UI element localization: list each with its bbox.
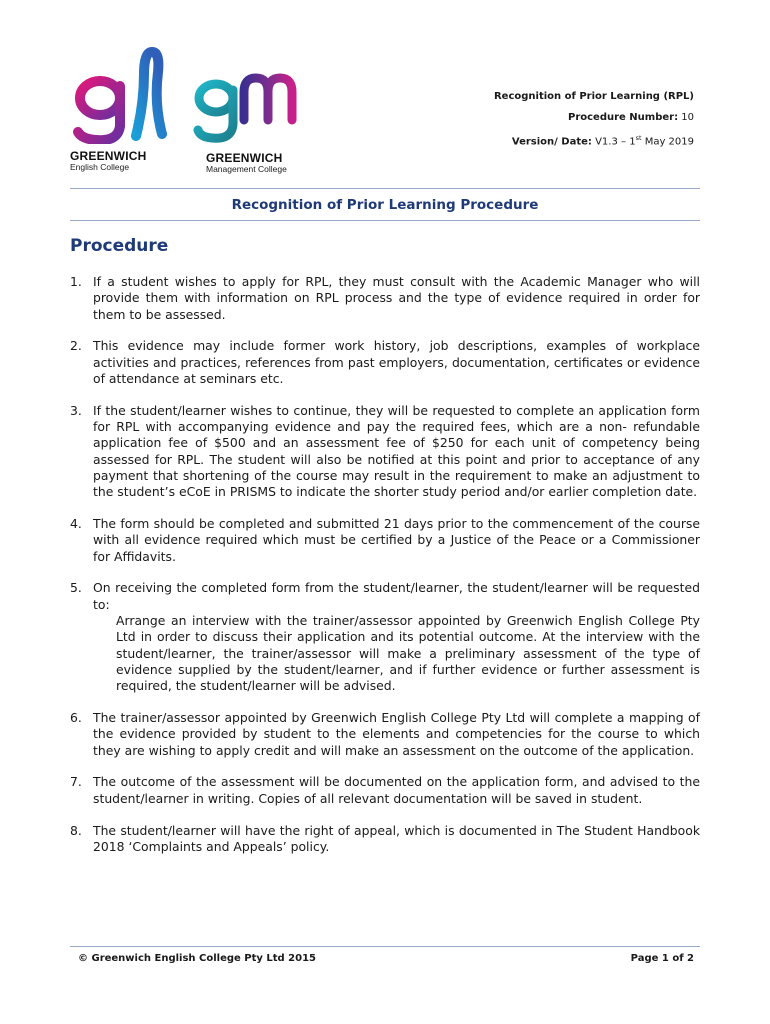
step-text: The student/learner will have the right of appeal, which is documented in The Student Handbook 2018 ‘Complaints and Appeals’ policy. xyxy=(93,822,700,854)
list-item xyxy=(70,516,700,565)
greenwich-english-college-logo xyxy=(70,44,170,172)
version-label: Version/ Date: xyxy=(511,136,592,148)
step-text: This evidence may include former work history, job descriptions, examples of workplace activities and practices, references from past employers, documentation, certificates or evidence of attendance at seminars etc. xyxy=(93,338,700,386)
step-number: 4. xyxy=(70,516,82,532)
list-item xyxy=(70,338,700,387)
list-item xyxy=(70,823,700,856)
step-number: 2. xyxy=(70,338,82,354)
step-number: 1. xyxy=(70,274,82,289)
english-college-name-line1: GREENWICH xyxy=(70,149,147,163)
step-text: The trainer/assessor appointed by Greenwich English College Pty Ltd will complete a mapping of the evidence provided by student to the elements and competencies for the course to which they are wishing to apply credit and will make an assessment on the outcome of the application. xyxy=(93,710,700,758)
title-rule-bottom xyxy=(70,220,700,221)
document-meta xyxy=(494,86,694,152)
meta-title: Recognition of Prior Learning (RPL) xyxy=(493,91,694,102)
english-college-name-line2: English College xyxy=(70,162,130,172)
step-text: If the student/learner wishes to continue, they will be requested to complete an application form for RPL with accompanying evidence and pay the required fees, which are a non- refundable application fee of $500 and an assessment fee of $250 for each unit of competency being assessed for RPL. The student will also be notified at this point and prior to acceptance of any payment that shortening of the course may result in the requirement to make an adjustment to the student’s eCoE in PRISMS to indicate the shorter study period and/or earlier completion date. xyxy=(93,402,700,500)
version-sup: st xyxy=(635,134,642,142)
list-item xyxy=(70,274,700,323)
step-text: If a student wishes to apply for RPL, they must consult with the Academic Manager who will provide them with information on RPL process and the type of evidence required in order for them to be assessed. xyxy=(93,274,700,322)
step-text: The form should be completed and submitted 21 days prior to the commencement of the course with all evidence required which must be certified by a Justice of the Peace or a Commissioner for Affidavits. xyxy=(93,516,700,564)
footer-rule xyxy=(70,946,700,947)
title-rule-top xyxy=(70,188,700,189)
management-college-name-line2: Management College xyxy=(206,164,287,174)
document-title: Recognition of Prior Learning Procedure xyxy=(231,197,539,213)
section-heading: Procedure xyxy=(70,236,169,256)
management-college-name-line1: GREENWICH xyxy=(206,151,283,165)
step-text: On receiving the completed form from the student/learner, the student/learner will be requested to: xyxy=(93,580,700,612)
step-number: 8. xyxy=(70,822,82,838)
step-text: The outcome of the assessment will be documented on the application form, and advised to the student/learner in writing. Copies of all relevant documentation will be saved in student. xyxy=(93,774,700,806)
version-value-pre: V1.3 – 1 xyxy=(595,136,636,148)
procedure-number-label: Procedure Number: xyxy=(567,112,679,123)
list-item xyxy=(70,774,700,807)
list-item xyxy=(70,580,700,694)
greenwich-management-college-logo xyxy=(192,68,302,174)
step-number: 5. xyxy=(70,580,82,596)
procedure-steps xyxy=(70,274,700,871)
footer-page-number: Page 1 of 2 xyxy=(630,953,694,964)
step-number: 7. xyxy=(70,774,82,790)
footer-copyright: © Greenwich English College Pty Ltd 2015 xyxy=(78,953,317,964)
step-sub-text: Arrange an interview with the trainer/assessor appointed by Greenwich English College Pty Ltd in order to discuss their application and its potential outcome. At the interview with the student/learner, the trainer/assessor will make a preliminary assessment of the type of evidence supplied by the student/learner, and if further evidence or further assessment is required, the student/learner will be advised. xyxy=(116,613,700,694)
gm-logo-mark xyxy=(192,68,302,144)
list-item xyxy=(70,403,700,501)
step-number: 3. xyxy=(70,402,82,418)
version-value-post: May 2019 xyxy=(644,136,694,148)
list-item xyxy=(70,710,700,759)
procedure-number-value: 10 xyxy=(681,112,694,123)
gl-logo-mark xyxy=(70,44,170,144)
step-number: 6. xyxy=(70,710,82,726)
